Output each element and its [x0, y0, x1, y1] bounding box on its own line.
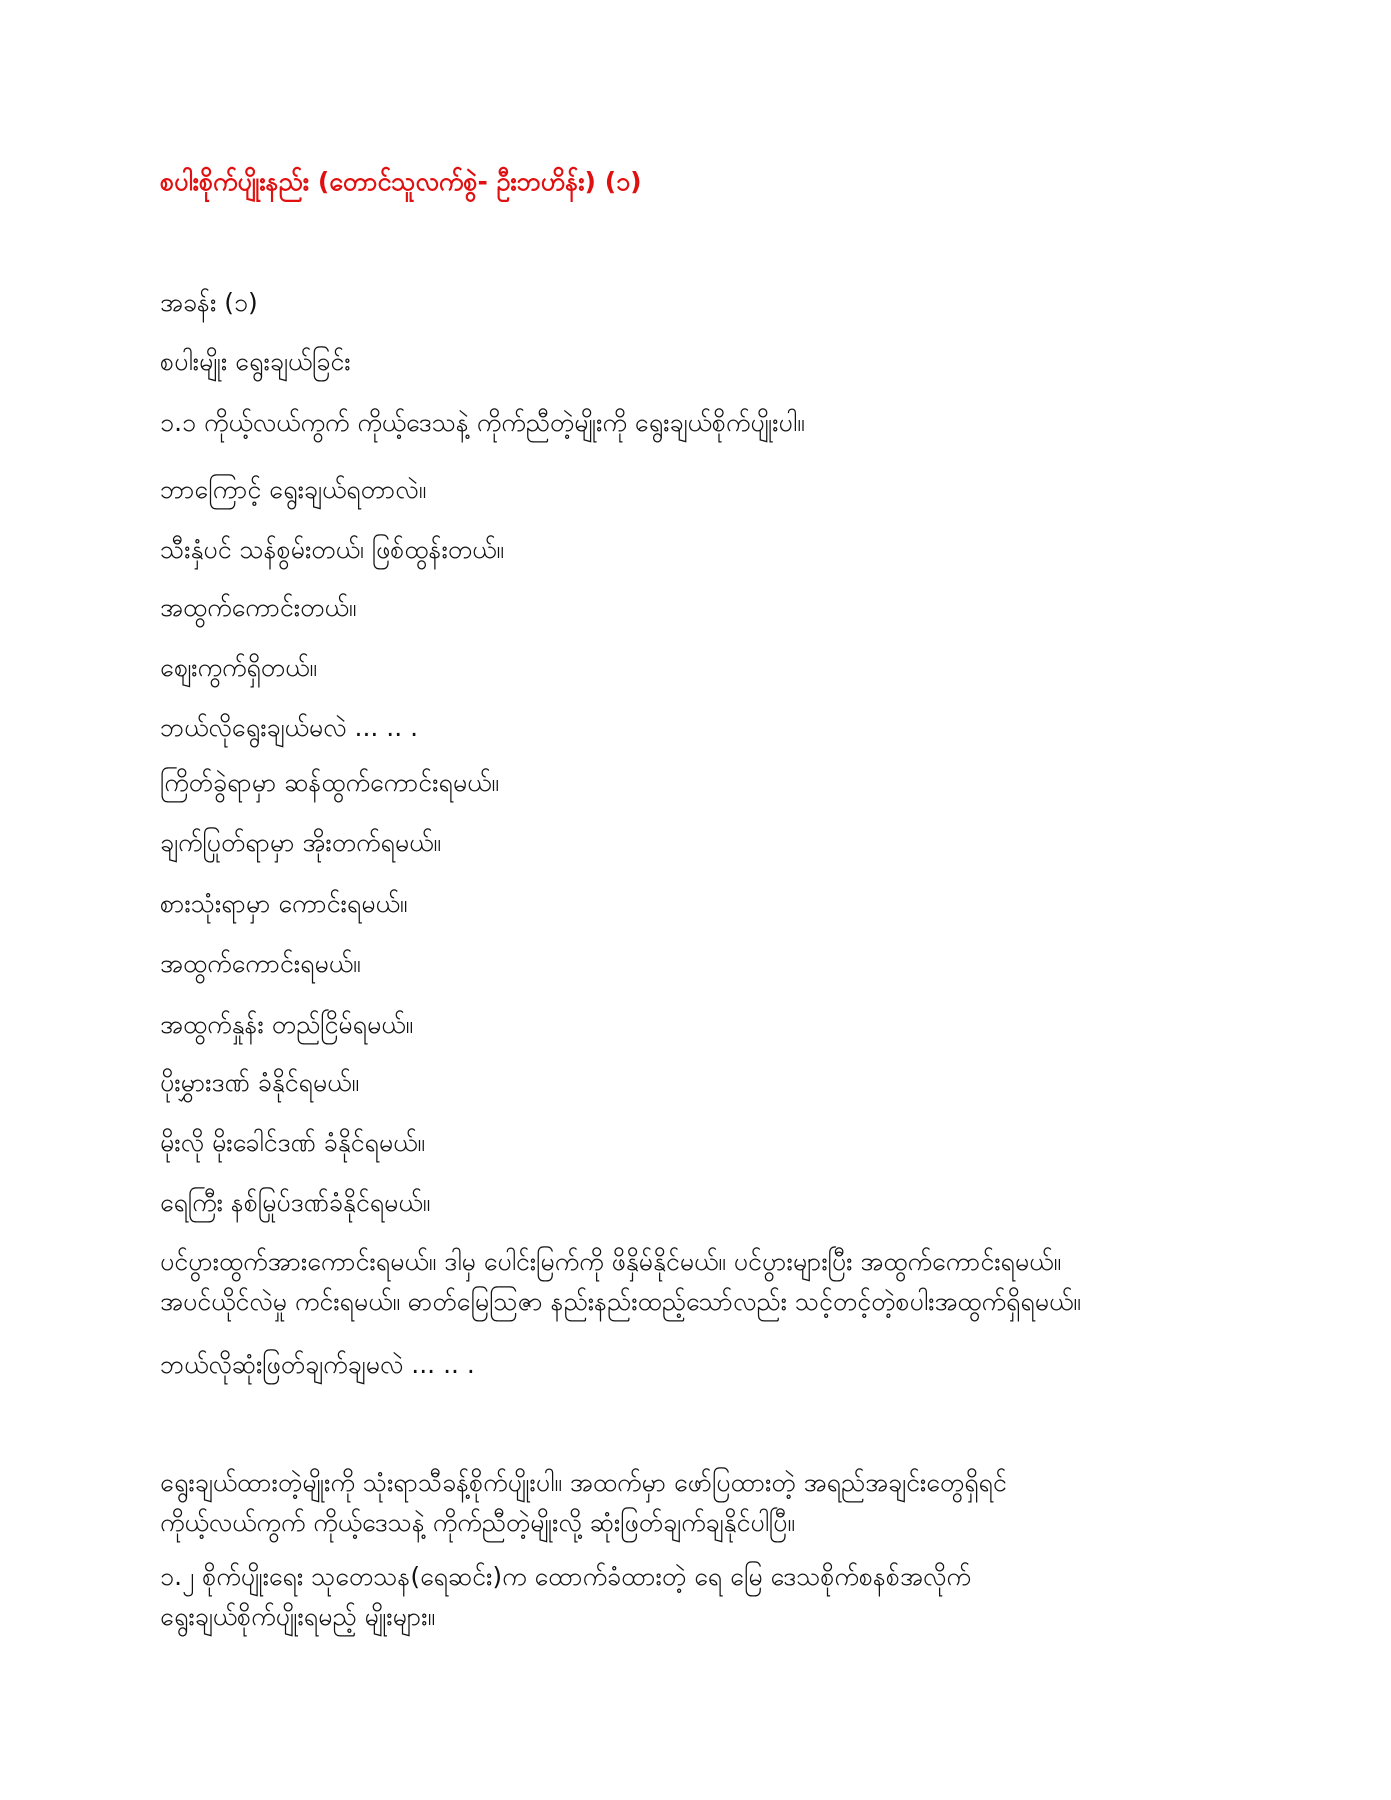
document-title: စပါးစိုက်ပျိုးနည်း (တောင်သူလက်စွဲ- ဦးဘဟိန်း) (၁)	[160, 167, 642, 196]
text-line: ကြိတ်ခွဲရာမှာ ဆန်ထွက်ကောင်းရမယ်။	[160, 768, 499, 797]
text-line: ရေကြီး နစ်မြုပ်ဒဏ်ခံနိုင်ရမယ်။	[160, 1188, 431, 1217]
text-line: ဈေးကွက်ရှိတယ်။	[160, 653, 317, 682]
text-line: အထွက်နှုန်း တည်ငြိမ်ရမယ်။	[160, 1010, 414, 1039]
paragraph-decision	[160, 1463, 1007, 1543]
section-heading: စပါးမျိုး ရွေးချယ်ခြင်း	[160, 347, 351, 376]
paragraph-section-1-2	[160, 1557, 971, 1637]
paragraph-line: ကိုယ့်လယ်ကွက် ကိုယ့်ဒေသနဲ့ ကိုက်ညီတဲ့မျိုးလို့ ဆုံးဖြတ်ချက်ချနိုင်ပါပြီ။	[160, 1508, 795, 1537]
paragraph-line: အပင်ယိုင်လဲမှု ကင်းရမယ်။ ဓာတ်မြေသြဇာ နည်းနည်းထည့်သော်လည်း သင့်တင့်တဲ့စပါးအထွက်ရှိရမယ်။	[160, 1287, 1081, 1316]
text-line: ပိုးမွှားဒဏ် ခံနိုင်ရမယ်။	[160, 1068, 360, 1097]
text-line: အထွက်ကောင်းတယ်။	[160, 593, 357, 622]
paragraph-line: ပင်ပွားထွက်အားကောင်းရမယ်။ ဒါမှ ပေါင်းမြက်ကို ဖိနှိမ်နိုင်မယ်။ ပင်ပွားများပြီး အထွက်ကောင်းရမယ်။	[160, 1247, 1062, 1276]
text-line: အထွက်ကောင်းရမယ်။	[160, 949, 361, 978]
text-line: စားသုံးရာမှာ ကောင်းရမယ်။	[160, 889, 408, 918]
paragraph-line: ရွေးချယ်ထားတဲ့မျိုးကို သုံးရာသီခန့်စိုက်ပျိုးပါ။ အထက်မှာ ဖော်ပြထားတဲ့ အရည်အချင်းတွေရှိရင်	[160, 1468, 1007, 1497]
text-line: ချက်ပြုတ်ရာမှာ အိုးတက်ရမယ်။	[160, 828, 441, 857]
paragraph-line: ရွေးချယ်စိုက်ပျိုးရမည့် မျိုးများ။	[160, 1602, 436, 1631]
text-line: သီးနှံပင် သန်စွမ်းတယ်၊ ဖြစ်ထွန်းတယ်။	[160, 535, 504, 564]
text-line: ဘာကြောင့် ရွေးချယ်ရတာလဲ။	[160, 475, 427, 504]
text-line: မိုးလို မိုးခေါင်ဒဏ် ခံနိုင်ရမယ်။	[160, 1128, 425, 1157]
text-line: ဘယ်လိုရွေးချယ်မလဲ ... .. .	[160, 713, 419, 742]
text-line: ၁.၁ ကိုယ့်လယ်ကွက် ကိုယ့်ဒေသနဲ့ ကိုက်ညီတဲ့မျိုးကို ရွေးချယ်စိုက်ပျိုးပါ။	[160, 408, 805, 437]
chapter-heading: အခန်း (၁)	[160, 288, 258, 317]
decision-question: ဘယ်လိုဆုံးဖြတ်ချက်ချမလဲ ... .. .	[160, 1350, 475, 1379]
paragraph-line: ၁.၂ စိုက်ပျိုးရေး သုတေသန(ရေဆင်း)က ထောက်ခံထားတဲ့ ရေ မြေ ဒေသစိုက်စနစ်အလိုက်	[160, 1562, 971, 1591]
paragraph-tillering	[160, 1242, 1081, 1322]
